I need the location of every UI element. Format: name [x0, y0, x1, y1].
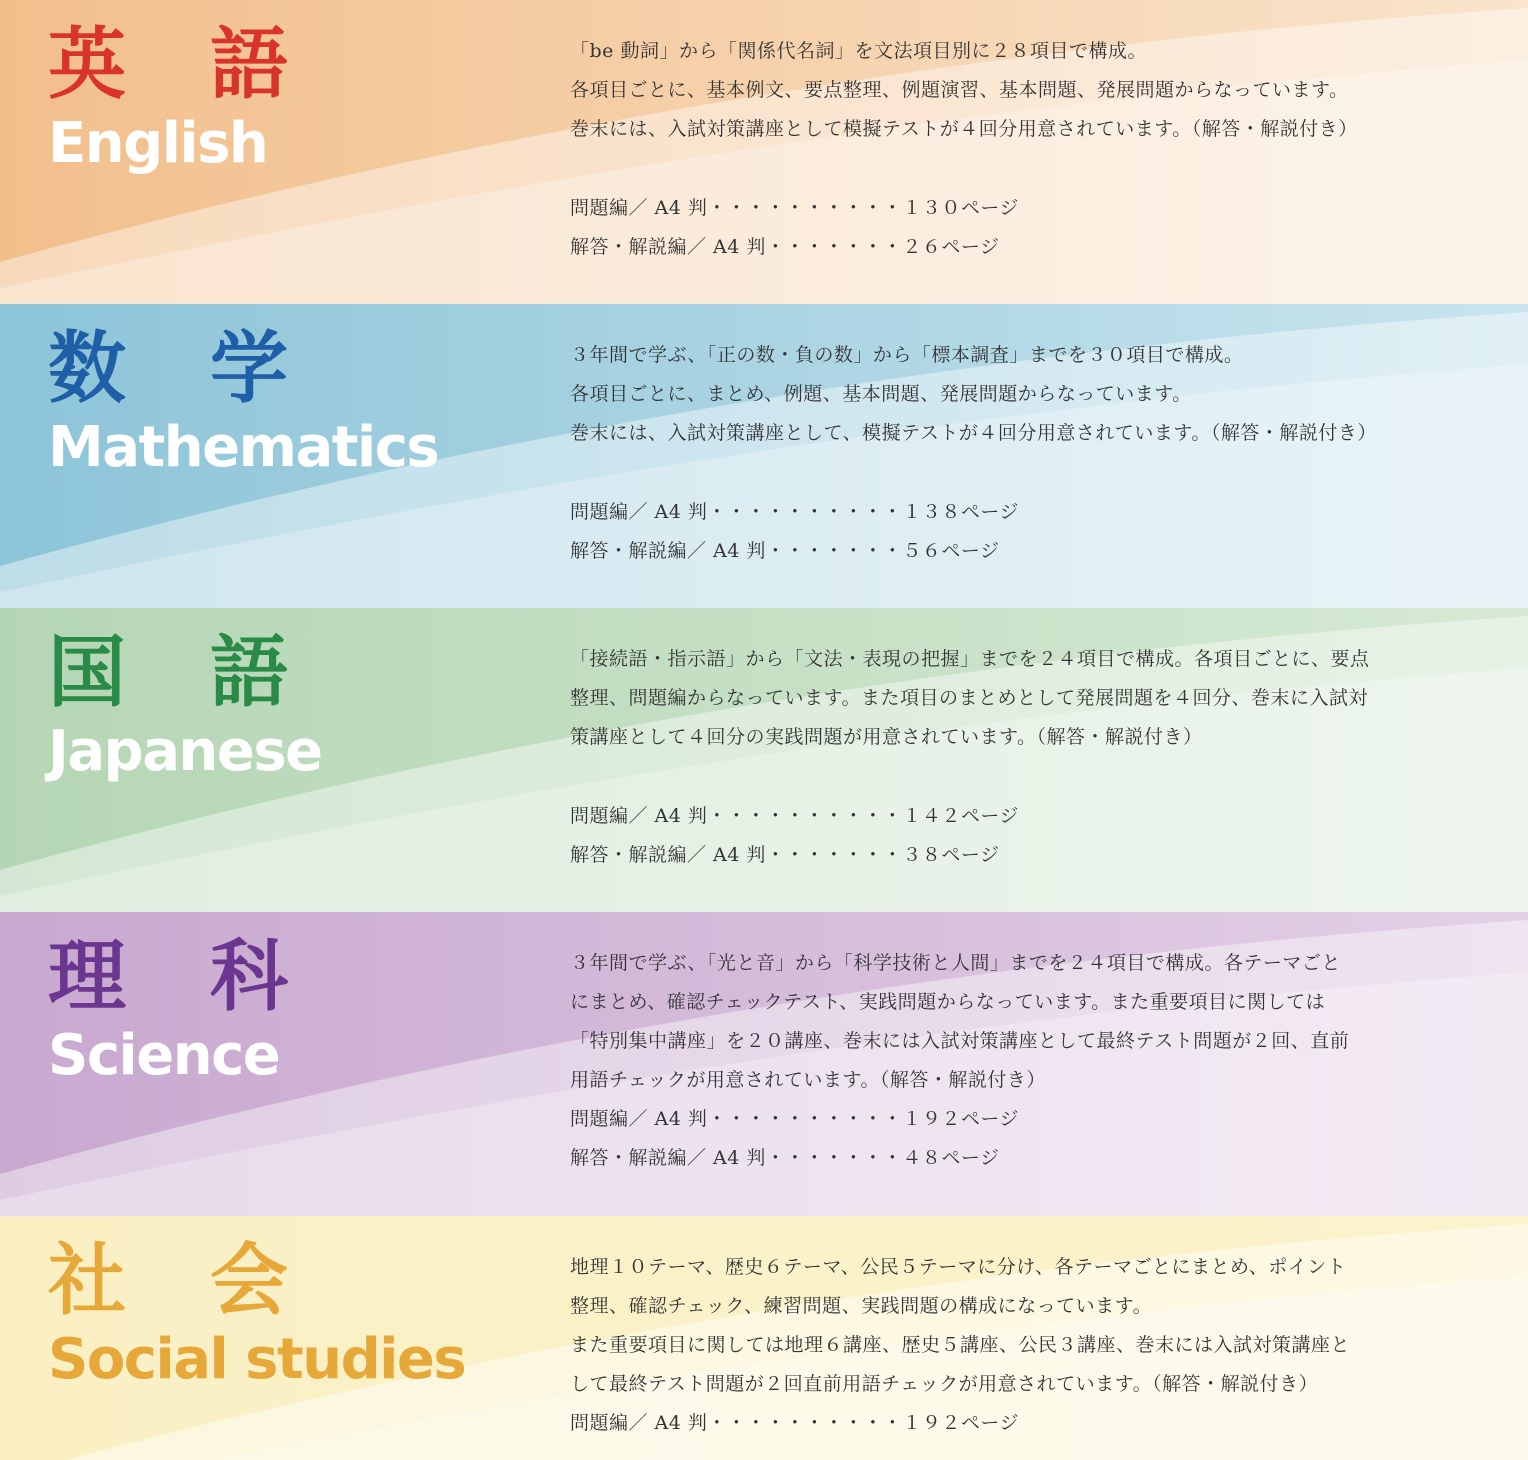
spec-line-answers: 解答・解説編／ A4 判・・・・・・・５６ページ: [570, 540, 1000, 562]
subject-title-en: English: [48, 111, 268, 176]
description-line: 「特別集中講座」を２０講座、巻末には入試対策講座として最終テスト問題が２回、直前: [570, 1030, 1350, 1052]
subject-title-en: Japanese: [48, 719, 322, 784]
spec-line-answers: 解答・解説編／ A4 判・・・・・・・２６ページ: [570, 236, 1000, 258]
subject-specs: [570, 797, 1019, 875]
description-line: 「接続語・指示語」から「文法・表現の把握」までを２４項目で構成。各項目ごとに、要点: [570, 648, 1370, 670]
spec-line-answers: 解答・解説編／ A4 判・・・・・・・３８ページ: [570, 844, 1000, 866]
description-line: また重要項目に関しては地理６講座、歴史５講座、公民３講座、巻末には入試対策講座と: [570, 1334, 1351, 1356]
subject-specs: [570, 493, 1019, 571]
subject-specs: [570, 1404, 1019, 1443]
subject-band-mathematics: [0, 304, 1528, 608]
title-char-1: 社: [48, 1236, 127, 1326]
title-char-2: 学: [209, 324, 288, 414]
subject-description: [570, 336, 1500, 453]
subject-description: [570, 944, 1500, 1100]
description-line: 巻末には、入試対策講座として、模擬テストが４回分用意されています。（解答・解説付き）: [570, 422, 1377, 444]
description-line: 各項目ごとに、まとめ、例題、基本問題、発展問題からなっています。: [570, 383, 1192, 405]
title-char-1: 国: [48, 628, 127, 718]
subject-description: [570, 1248, 1500, 1404]
title-char-2: 会: [209, 1236, 288, 1326]
subject-specs: [570, 1100, 1019, 1178]
subject-band-science: [0, 912, 1528, 1216]
subject-band-social-studies: [0, 1216, 1528, 1460]
subject-title-jp: [48, 20, 288, 110]
subject-title-jp: [48, 324, 288, 414]
description-line: ３年間で学ぶ、「正の数・負の数」から「標本調査」までを３０項目で構成。: [570, 344, 1244, 366]
spec-line-answers: 解答・解説編／ A4 判・・・・・・・４８ページ: [570, 1147, 1000, 1169]
subject-title-en: Mathematics: [48, 415, 439, 480]
description-line: して最終テスト問題が２回直前用語チェックが用意されています。（解答・解説付き）: [570, 1373, 1319, 1395]
description-line: にまとめ、確認チェックテスト、実践問題からなっています。また重要項目に関しては: [570, 991, 1326, 1013]
subject-specs: [570, 189, 1019, 267]
subject-description: [570, 32, 1500, 149]
title-char-2: 語: [209, 628, 288, 718]
title-char-1: 数: [48, 324, 127, 414]
description-line: 巻末には、入試対策講座として模擬テストが４回分用意されています。（解答・解説付き）: [570, 118, 1358, 140]
subject-band-japanese: [0, 608, 1528, 912]
title-char-1: 理: [48, 932, 127, 1022]
description-line: 整理、問題編からなっています。また項目のまとめとして発展問題を４回分、巻末に入試対: [570, 687, 1368, 709]
spec-line-problems: 問題編／ A4 判・・・・・・・・・・１３０ページ: [570, 197, 1020, 219]
description-line: 「be 動詞」から「関係代名詞」を文法項目別に２８項目で構成。: [570, 40, 1147, 62]
spec-line-problems: 問題編／ A4 判・・・・・・・・・・１９２ページ: [570, 1108, 1020, 1130]
description-line: 整理、確認チェック、練習問題、実践問題の構成になっています。: [570, 1295, 1153, 1317]
title-char-1: 英: [48, 20, 127, 110]
title-char-2: 語: [209, 20, 288, 110]
description-line: 地理１０テーマ、歴史６テーマ、公民５テーマに分け、各テーマごとにまとめ、ポイント: [570, 1256, 1347, 1278]
subject-title-jp: [48, 1236, 288, 1326]
subject-title-en: Social studies: [48, 1327, 466, 1392]
description-line: ３年間で学ぶ、「光と音」から「科学技術と人間」までを２４項目で構成。各テーマごと: [570, 952, 1341, 974]
subject-title-jp: [48, 628, 288, 718]
spec-line-problems: 問題編／ A4 判・・・・・・・・・・１３８ページ: [570, 501, 1020, 523]
description-line: 用語チェックが用意されています。（解答・解説付き）: [570, 1069, 1046, 1091]
title-char-2: 科: [209, 932, 288, 1022]
subject-band-english: [0, 0, 1528, 304]
subject-title-en: Science: [48, 1023, 280, 1088]
description-line: 策講座として４回分の実践問題が用意されています。（解答・解説付き）: [570, 726, 1203, 748]
spec-line-problems: 問題編／ A4 判・・・・・・・・・・１９２ページ: [570, 1412, 1020, 1434]
subject-description: [570, 640, 1500, 757]
description-line: 各項目ごとに、基本例文、要点整理、例題演習、基本問題、発展問題からなっています。: [570, 79, 1349, 101]
subject-title-jp: [48, 932, 288, 1022]
spec-line-problems: 問題編／ A4 判・・・・・・・・・・１４２ページ: [570, 805, 1020, 827]
